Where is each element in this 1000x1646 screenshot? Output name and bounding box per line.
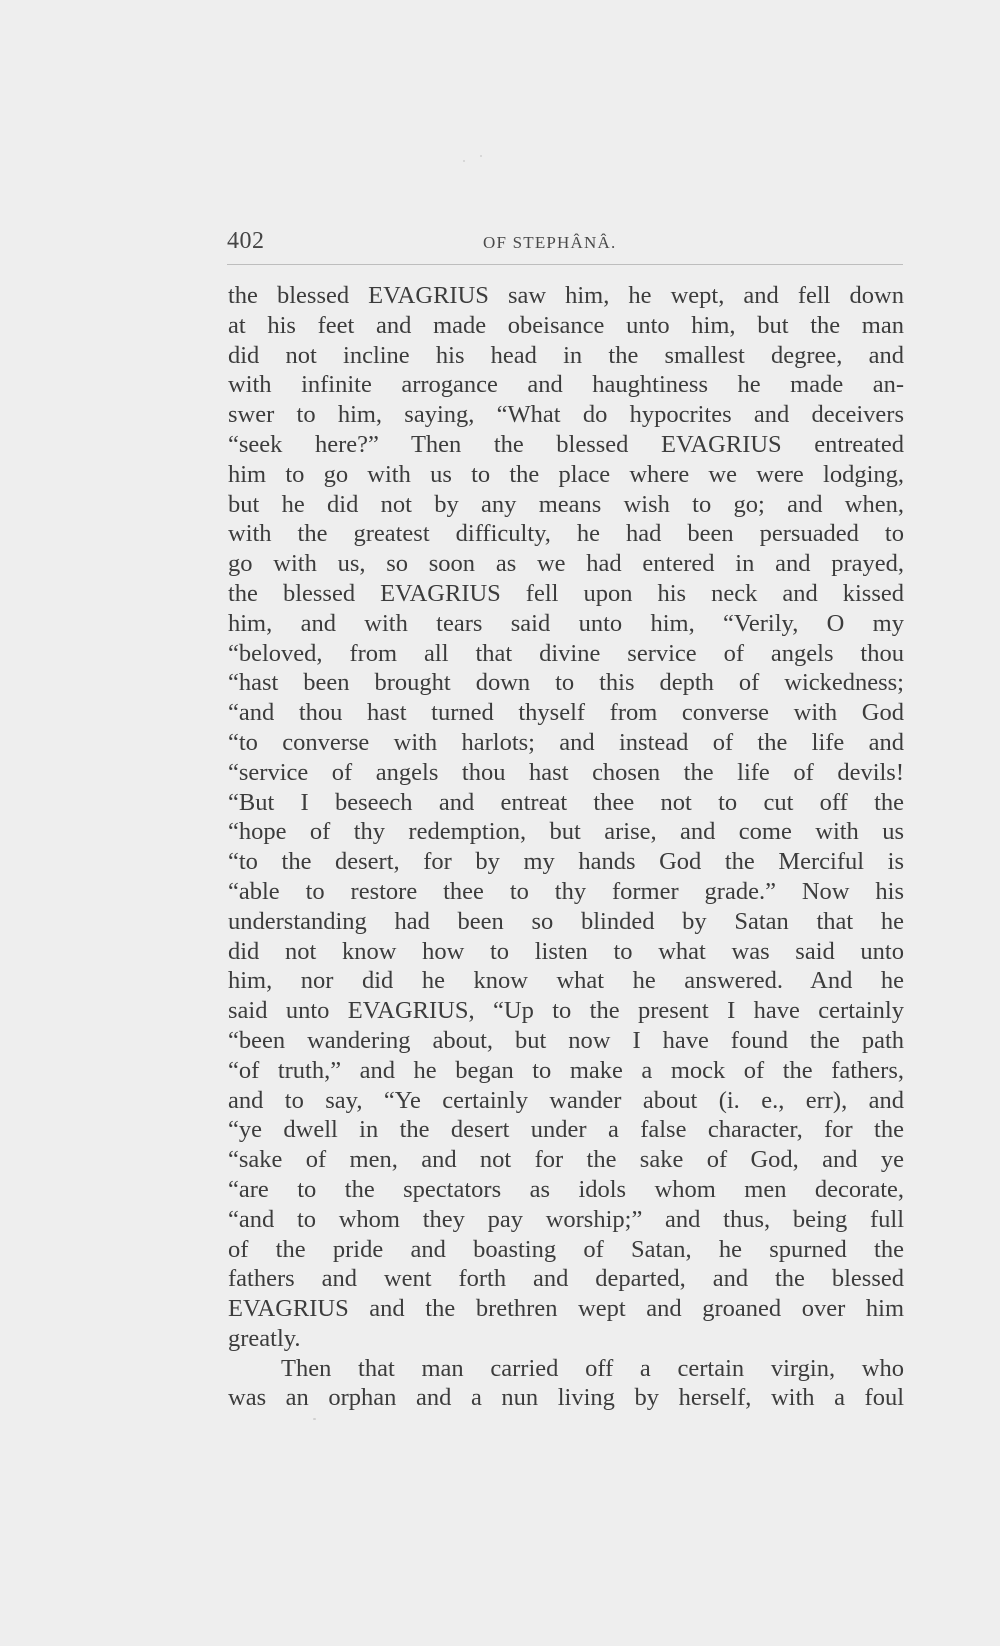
text-line: “and to whom they pay worship;” and thus, being full	[228, 1205, 904, 1233]
text-line: but he did not by any means wish to go; and when,	[228, 490, 904, 518]
text-line: “beloved, from all that divine service of angels thou	[228, 639, 904, 667]
text-line: swer to him, saying, “What do hypocrites and deceivers	[228, 401, 904, 429]
text-line: fathers and went forth and departed, and the blessed	[228, 1265, 904, 1293]
text-line: “able to restore thee to thy former grade.” Now his	[228, 877, 904, 905]
text-line: “of truth,” and he began to make a mock of the fathers,	[228, 1056, 904, 1084]
text-line: the blessed EVAGRIUS fell upon his neck and kissed	[228, 579, 904, 607]
paper-speck	[480, 155, 482, 157]
text-line: EVAGRIUS and the brethren wept and groaned over him	[228, 1295, 904, 1323]
text-line: “seek here?” Then the blessed EVAGRIUS entreated	[228, 430, 904, 458]
text-line: greatly.	[228, 1324, 301, 1352]
text-line: “hast been brought down to this depth of wickedness;	[228, 669, 904, 697]
text-line: of the pride and boasting of Satan, he spurned the	[228, 1235, 904, 1263]
text-line: and to say, “Ye certainly wander about (i. e., err), and	[228, 1086, 904, 1114]
text-line: understanding had been so blinded by Satan that he	[228, 907, 904, 935]
text-line: “service of angels thou hast chosen the life of devils!	[228, 758, 904, 786]
text-line: the blessed EVAGRIUS saw him, he wept, and fell down	[228, 282, 904, 309]
text-line: “to the desert, for by my hands God the Merciful is	[228, 848, 904, 876]
text-line: with the greatest difficulty, he had been persuaded to	[228, 520, 904, 548]
running-head: OF STEPHÂNÂ.	[483, 233, 617, 252]
paper-speck	[463, 160, 465, 162]
paper-speck	[313, 1418, 316, 1420]
text-line: with infinite arrogance and haughtiness he made an-	[228, 371, 904, 399]
text-line: him, and with tears said unto him, “Verily, O my	[228, 609, 904, 637]
text-line: “hope of thy redemption, but arise, and come with us	[228, 818, 904, 846]
text-line: go with us, so soon as we had entered in and prayed,	[228, 550, 904, 578]
text-line: him to go with us to the place where we were lodging,	[228, 460, 904, 488]
text-line: Then that man carried off a certain virgin, who	[281, 1354, 904, 1382]
body-text	[228, 281, 904, 1413]
text-line: said unto EVAGRIUS, “Up to the present I have certainly	[228, 997, 904, 1025]
text-line: him, nor did he know what he answered. And he	[228, 967, 904, 995]
text-line: “But I beseech and entreat thee not to cut off the	[228, 788, 904, 816]
text-line: “sake of men, and not for the sake of God, and ye	[228, 1146, 904, 1174]
text-line: was an orphan and a nun living by herself, with a foul	[228, 1384, 904, 1412]
text-line: “to converse with harlots; and instead of the life and	[228, 728, 904, 756]
page-header	[227, 226, 903, 265]
text-line: “ye dwell in the desert under a false character, for the	[228, 1116, 904, 1144]
page-number: 402	[227, 228, 265, 254]
text-line: “and thou hast turned thyself from converse with God	[228, 699, 904, 727]
text-line: “been wandering about, but now I have found the path	[228, 1026, 904, 1054]
text-line: did not incline his head in the smallest degree, and	[228, 341, 904, 369]
text-line: “are to the spectators as idols whom men decorate,	[228, 1175, 904, 1203]
text-line: did not know how to listen to what was said unto	[228, 937, 904, 965]
text-line: at his feet and made obeisance unto him, but the man	[228, 311, 904, 339]
